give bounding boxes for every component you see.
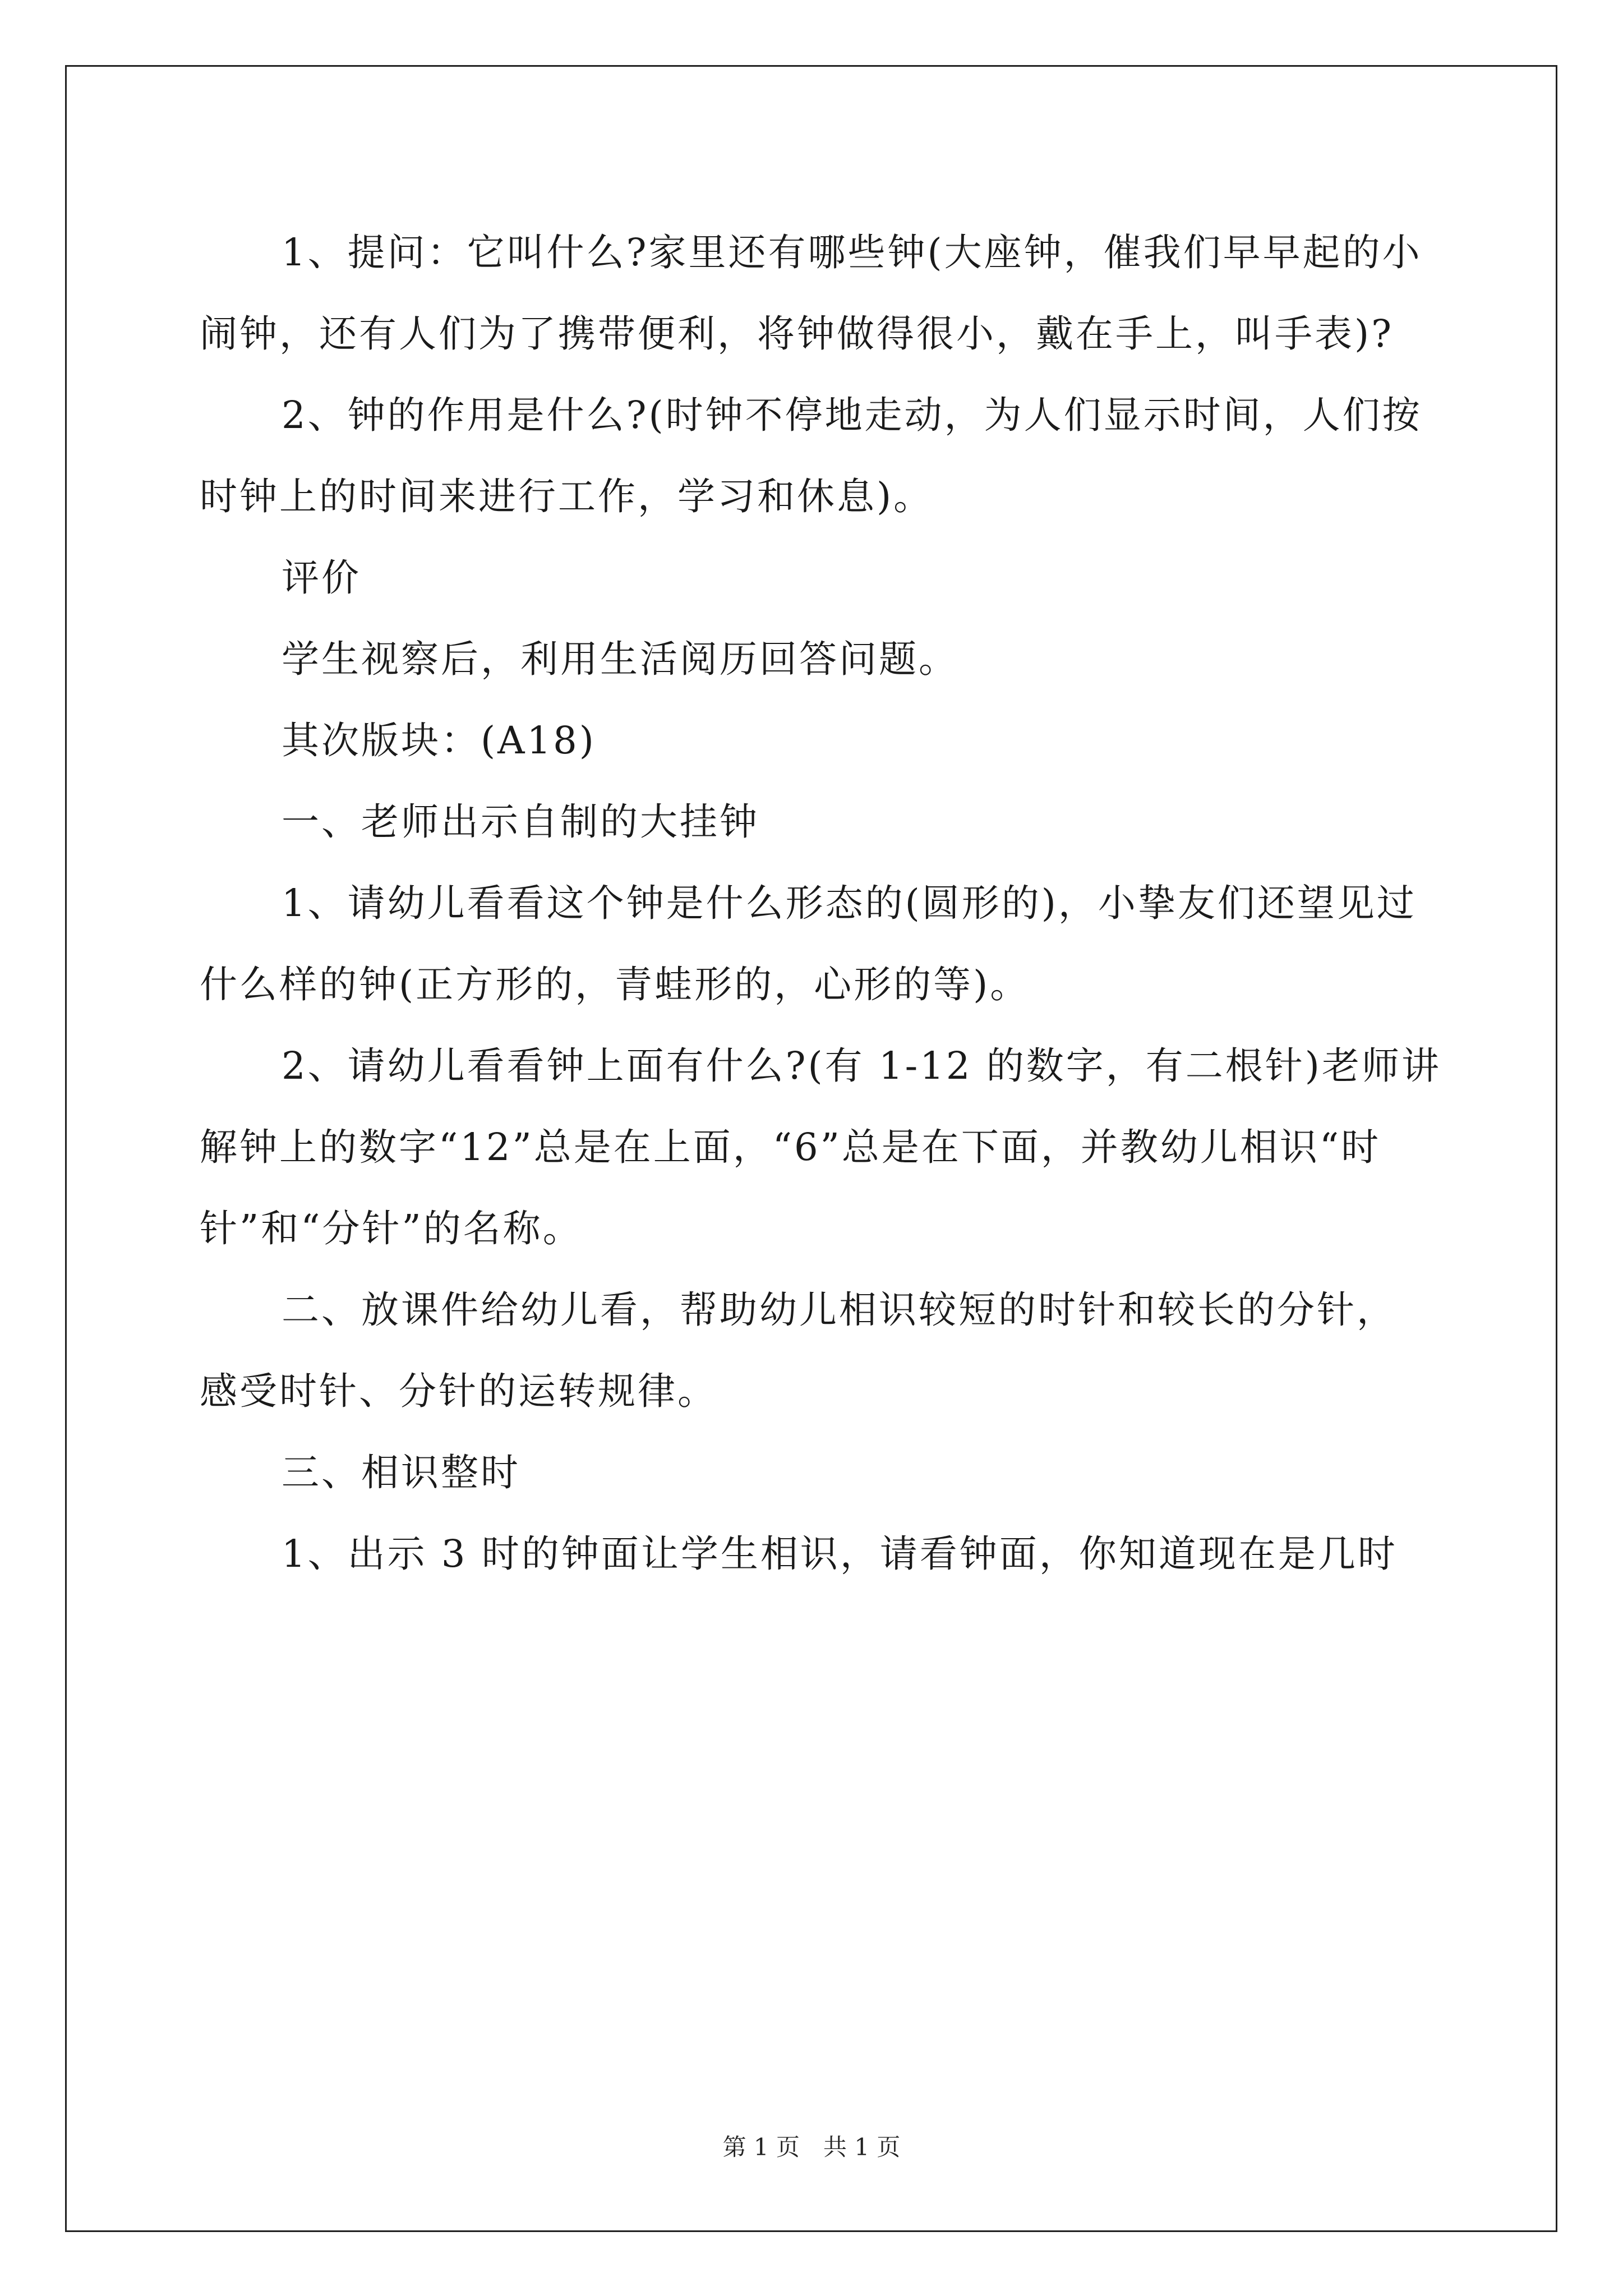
text-line-13: 针”和“分针”的名称。 [200,1207,583,1250]
text-line-9: 1、请幼儿看看这个钟是什么形态的(圆形的)，小挚友们还望见过 [282,881,1417,925]
document-body [200,212,1441,1595]
text-line-10: 什么样的钟(正方形的，青蛙形的，心形的等)。 [200,963,1030,1006]
text-line-1: 1、提问：它叫什么?家里还有哪些钟(大座钟，催我们早早起的小 [282,231,1422,274]
page-footer: 第 1 页 共 1 页 [722,2133,901,2161]
text-line-11: 2、请幼儿看看钟上面有什么?(有 1-12 的数字，有二根针)老师讲 [282,1044,1441,1088]
text-line-3: 2、钟的作用是什么?(时钟不停地走动，为人们显示时间，人们按 [282,393,1422,437]
section-heading-three: 三、相识整时 [282,1451,520,1494]
text-line-12: 解钟上的数字“12”总是在上面，“6”总是在下面，并教幼儿相识“时 [200,1125,1381,1169]
text-line-4: 时钟上的时间来进行工作，学习和休息)。 [200,475,934,518]
text-line-15: 感受时针、分针的运转规律。 [200,1369,717,1413]
section-heading-second-block: 其次版块：(A18) [282,719,596,762]
text-line-17: 1、出示 3 时的钟面让学生相识，请看钟面，你知道现在是几时 [282,1532,1398,1576]
text-line-2: 闹钟，还有人们为了携带便利，将钟做得很小，戴在手上，叫手表)? [200,312,1394,356]
section-heading-evaluation: 评价 [282,556,361,600]
text-line-6: 学生视察后，利用生活阅历回答问题。 [282,637,958,681]
section-heading-one: 一、老师出示自制的大挂钟 [282,800,759,844]
section-heading-two: 二、放课件给幼儿看，帮助幼儿相识较短的时针和较长的分针， [282,1288,1396,1332]
